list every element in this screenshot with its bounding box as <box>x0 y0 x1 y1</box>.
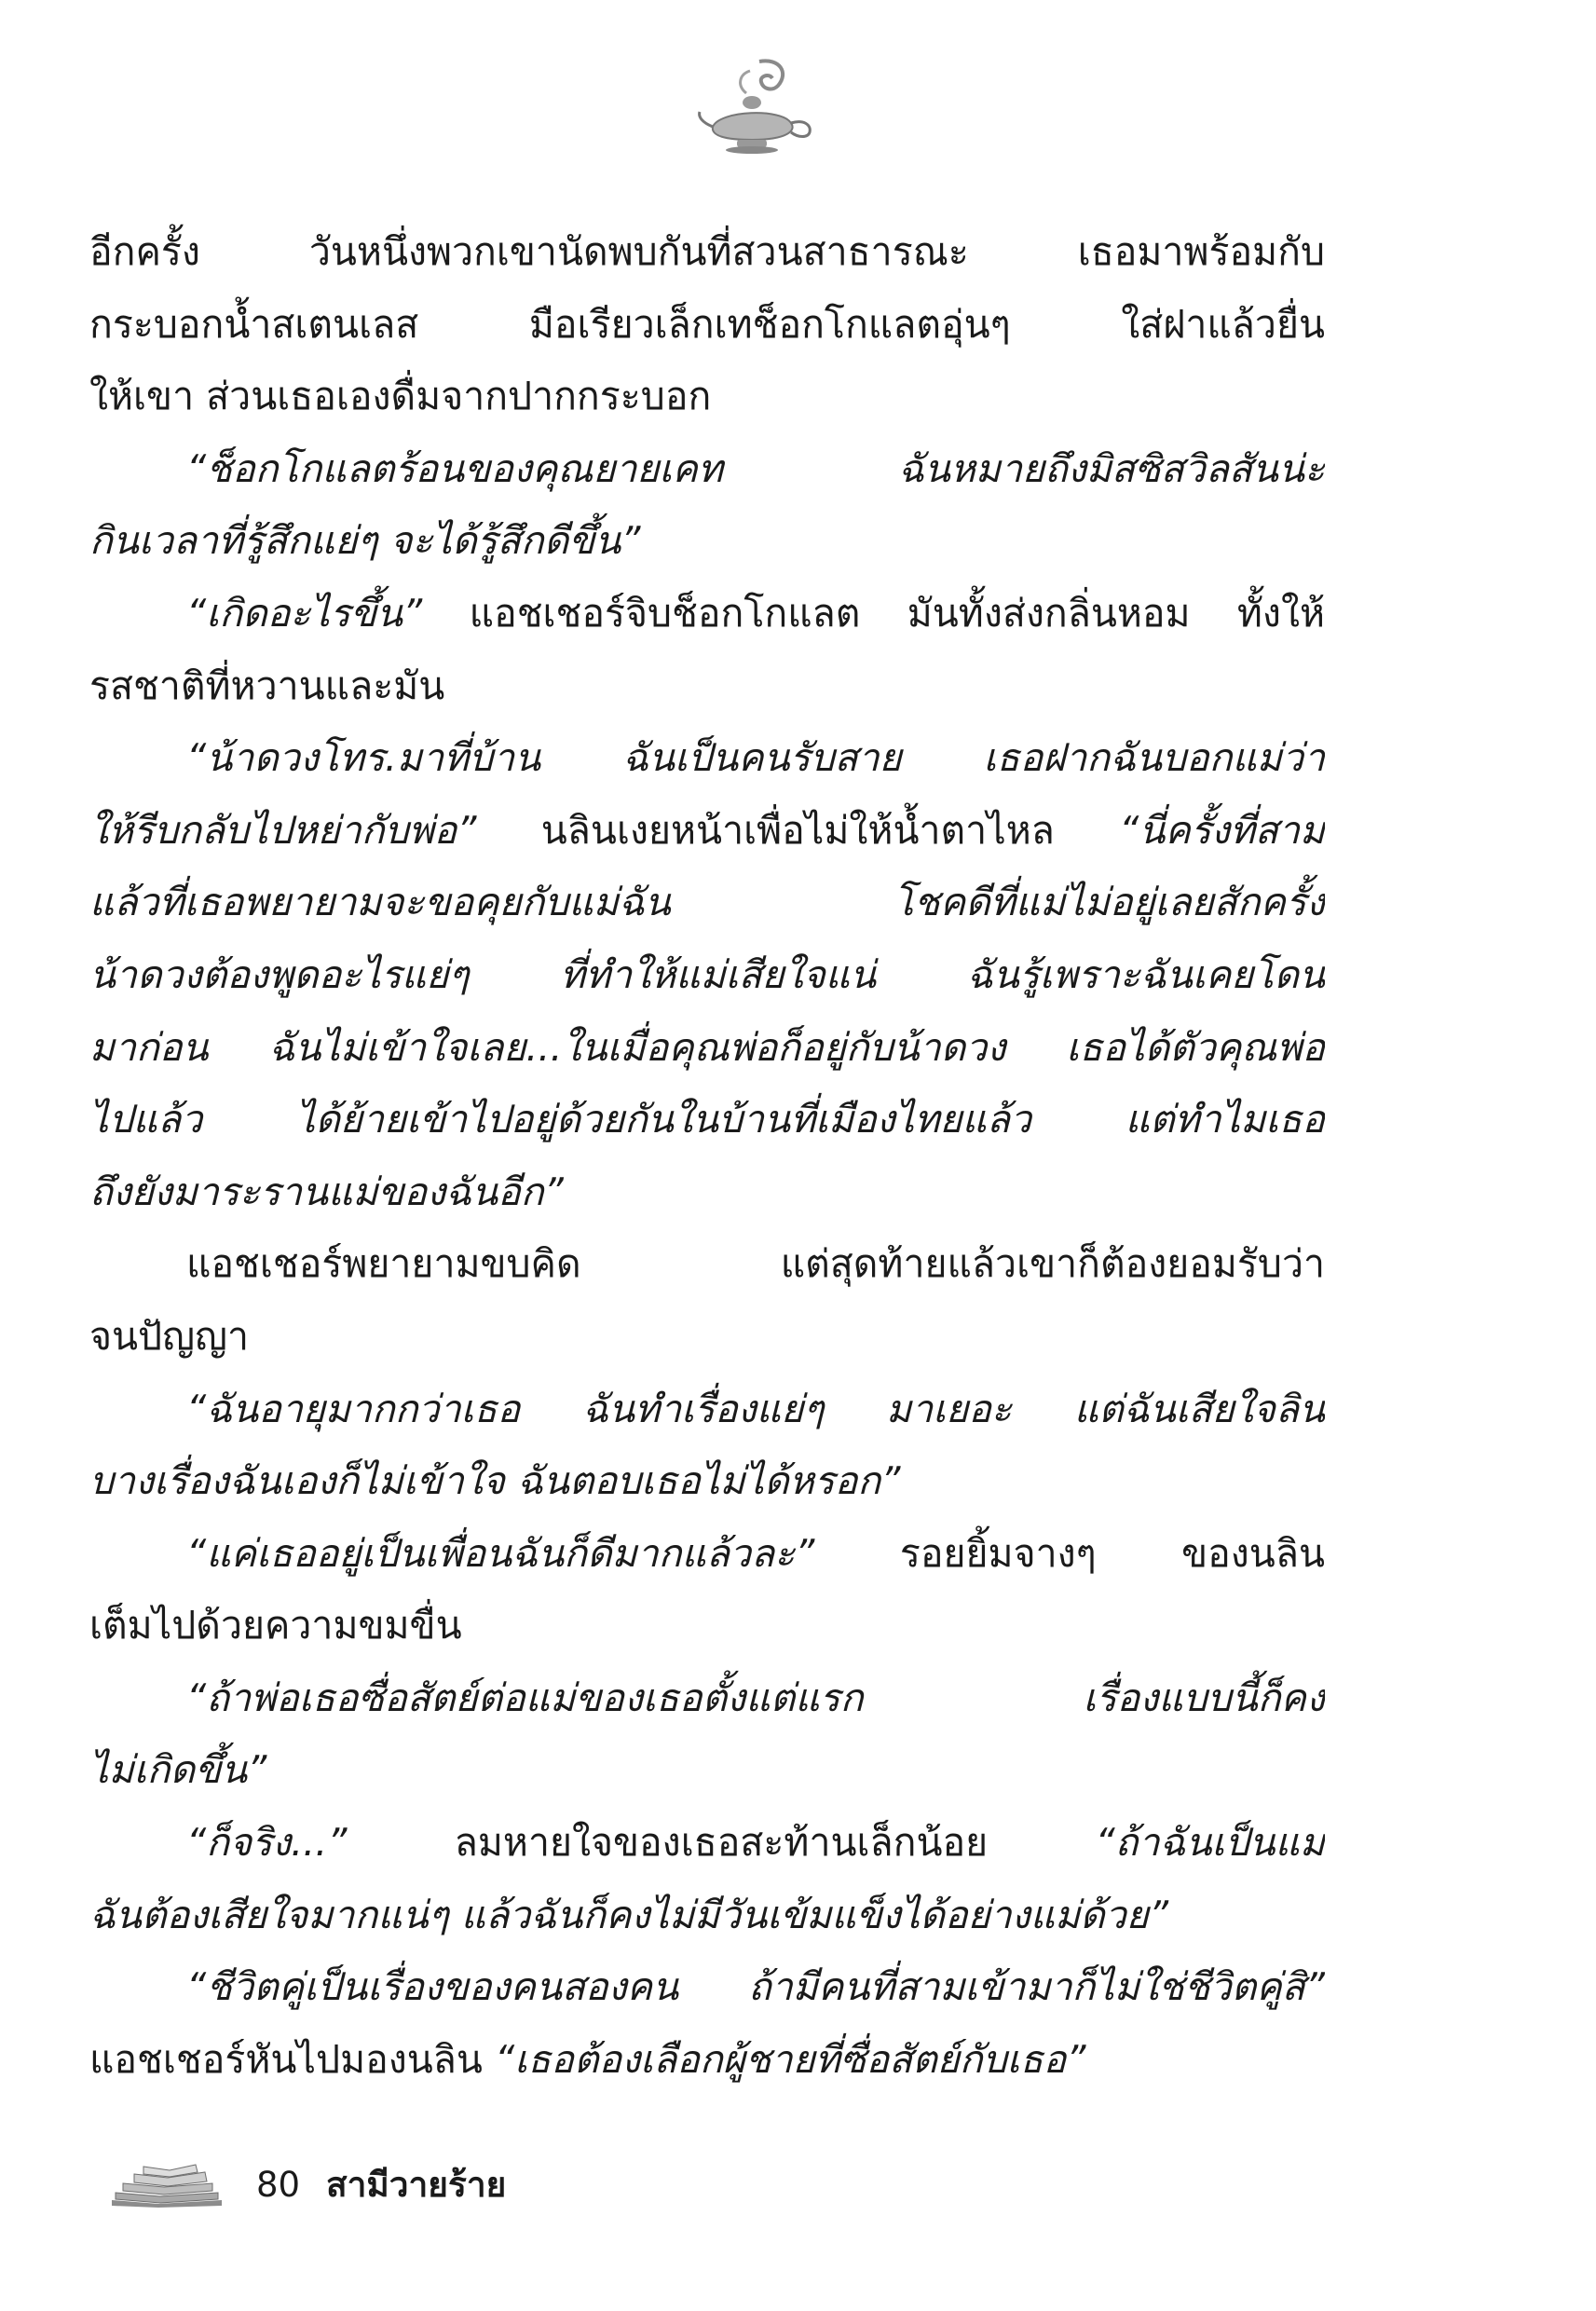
narration-segment: ลมหายใจของเธอสะท้านเล็กน้อย <box>347 1820 1096 1866</box>
text-line: “น้าดวงโทร.มาที่บ้าน ฉันเป็นคนรับสาย เธอฝากฉันบอกแม่ว่า <box>186 735 1325 781</box>
text-line: เต็มไปด้วยความขมขื่น <box>89 1603 462 1648</box>
text-line: “ถ้าพ่อเธอซื่อสัตย์ต่อแม่ของเธอตั้งแต่แรก เรื่องแบบนี้ก็คง <box>186 1675 1325 1720</box>
narration-segment: แอชเชอร์หันไปมองนลิน <box>89 2036 495 2082</box>
text-line: ฉันต้องเสียใจมากแน่ๆ แล้วฉันก็คงไม่มีวันเข้มแข็งได้อย่างแม่ด้วย” <box>89 1892 1169 1937</box>
text-line <box>89 1518 1325 1591</box>
text-line: แอชเชอร์พยายามขบคิด แต่สุดท้ายแล้วเขาก็ต้องยอมรับว่า <box>186 1241 1325 1287</box>
text-line: น้าดวงต้องพูดอะไรแย่ๆ ที่ทำให้แม่เสียใจแน่ ฉันรู้เพราะฉันเคยโดน <box>89 951 1325 997</box>
page-footer <box>102 2157 755 2213</box>
dialogue-segment: “ก็จริง...” <box>186 1820 348 1866</box>
dialogue-segment: “ถ้าฉันเป็นแม่ <box>1095 1820 1325 1866</box>
body-text <box>89 216 1325 2096</box>
text-line <box>89 2024 1325 2097</box>
text-line: จนปัญญา <box>89 1313 249 1359</box>
text-line: กระบอกน้ำสเตนเลส มือเรียวเล็กเทช็อกโกแลตอุ่นๆ ใส่ฝาแล้วยื่น <box>89 301 1325 347</box>
text-line: อีกครั้ง วันหนึ่งพวกเขานัดพบกันที่สวนสาธารณะ เธอมาพร้อมกับ <box>89 229 1325 274</box>
text-line: “ช็อกโกแลตร้อนของคุณยายเคท ฉันหมายถึงมิสซิสวิลสันน่ะ <box>186 445 1325 491</box>
text-line: “ฉันอายุมากกว่าเธอ ฉันทำเรื่องแย่ๆ มาเยอะ แต่ฉันเสียใจลิน <box>186 1386 1325 1431</box>
text-line: กินเวลาที่รู้สึกแย่ๆ จะได้รู้สึกดีขึ้น” <box>89 518 641 564</box>
page-number: 80 <box>256 2165 301 2205</box>
text-line <box>89 578 1325 650</box>
text-line: บางเรื่องฉันเองก็ไม่เข้าใจ ฉันตอบเธอไม่ได้หรอก” <box>89 1458 901 1504</box>
dialogue-segment: “เกิดอะไรขึ้น” <box>186 590 423 636</box>
dialogue-segment: ให้รีบกลับไปหย่ากับพ่อ” <box>89 807 477 853</box>
dialogue-segment: “นี่ครั้งที่สาม <box>1119 807 1325 853</box>
text-line: ไปแล้ว ได้ย้ายเข้าไปอยู่ด้วยกันในบ้านที่เมืองไทยแล้ว แต่ทำไมเธอ <box>89 1097 1325 1142</box>
text-line: รสชาติที่หวานและมัน <box>89 663 445 708</box>
book-title: สามีวายร้าย <box>326 2165 507 2205</box>
text-line: มาก่อน ฉันไม่เข้าใจเลย...ในเมื่อคุณพ่อก็อยู่กับน้าดวง เธอได้ตัวคุณพ่อ <box>89 1024 1325 1070</box>
dialogue-segment: “เธอต้องเลือกผู้ชายที่ซื่อสัตย์กับเธอ” <box>494 2036 1086 2082</box>
narration-segment: รอยยิ้มจางๆ ของนลิน <box>814 1530 1325 1576</box>
text-line: ให้เขา ส่วนเธอเองดื่มจากปากกระบอก <box>89 374 712 419</box>
genie-lamp-icon <box>694 54 815 157</box>
text-line: ไม่เกิดขึ้น” <box>89 1747 267 1793</box>
text-line: “ชีวิตคู่เป็นเรื่องของคนสองคน ถ้ามีคนที่สามเข้ามาก็ไม่ใช่ชีวิตคู่สิ” <box>186 1964 1325 2010</box>
text-line <box>89 1807 1325 1880</box>
text-line: แล้วที่เธอพยายามจะขอคุยกับแม่ฉัน โชคดีที่แม่ไม่อยู่เลยสักครั้ง <box>89 880 1325 925</box>
narration-segment: นลินเงยหน้าเพื่อไม่ให้น้ำตาไหล <box>476 807 1120 853</box>
text-line <box>89 795 1325 868</box>
narration-segment: แอชเชอร์จิบช็อกโกแลต มันทั้งส่งกลิ่นหอม ทั้งให้ <box>422 590 1325 636</box>
dialogue-segment: “แค่เธออยู่เป็นเพื่อนฉันก็ดีมากแล้วละ” <box>186 1530 815 1576</box>
text-line: ถึงยังมาระรานแม่ของฉันอีก” <box>89 1169 564 1214</box>
stacked-books-icon <box>102 2163 228 2208</box>
